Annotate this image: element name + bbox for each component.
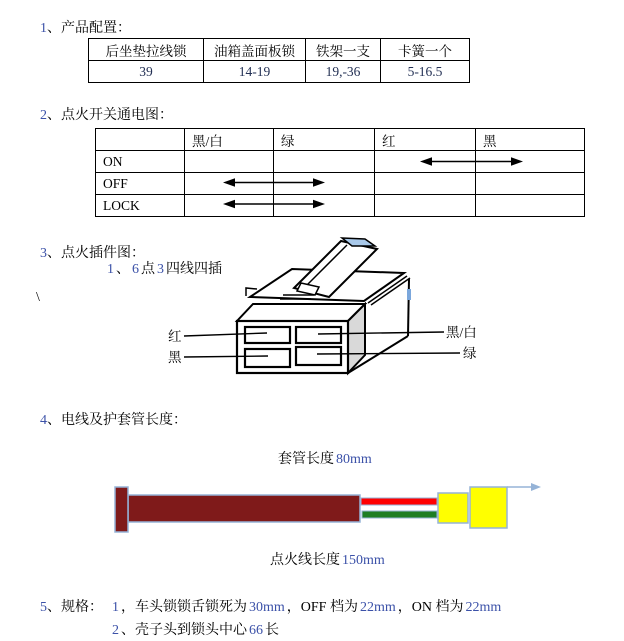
table-row-off bbox=[96, 173, 585, 195]
note-part: 1 bbox=[107, 262, 114, 277]
heading-number: 3 bbox=[40, 246, 47, 261]
spec-line-1 bbox=[110, 596, 503, 616]
spec-part: 1 bbox=[112, 600, 119, 615]
column-header: 油箱盖面板锁 bbox=[204, 39, 306, 61]
column-header: 黑 bbox=[476, 129, 585, 151]
label-text: 套管长度 bbox=[278, 452, 334, 467]
empty-cell bbox=[375, 173, 476, 195]
wire-label-blackwhite: 黑/白 bbox=[446, 325, 477, 340]
column-header: 后坐垫拉线锁 bbox=[89, 39, 204, 61]
table-row-lock bbox=[96, 195, 585, 217]
terminal-block-small bbox=[438, 493, 468, 523]
note-part: 6 bbox=[132, 262, 139, 277]
leader-line-green bbox=[317, 353, 460, 354]
ignition-switch-table-wrap bbox=[95, 128, 584, 215]
sleeve-tube bbox=[128, 495, 360, 522]
empty-cell bbox=[274, 151, 375, 173]
connector-diagram bbox=[150, 236, 490, 396]
heading-text: 、电线及护套管长度： bbox=[47, 413, 187, 428]
spec-part: ，OFF 档为 bbox=[286, 600, 358, 615]
cable-diagram bbox=[100, 470, 550, 540]
empty-cell bbox=[185, 173, 274, 195]
green-wire bbox=[362, 511, 437, 518]
housing-top-face bbox=[237, 304, 365, 321]
spec-part: 、壳子头到锁头中心 bbox=[121, 623, 247, 638]
column-header: 卡簧一个 bbox=[381, 39, 470, 61]
wire-label-green: 绿 bbox=[463, 346, 477, 361]
empty-cell bbox=[375, 151, 476, 173]
spec-part: ，车头锁锁舌锁死为 bbox=[121, 600, 247, 615]
pin-slot bbox=[296, 327, 341, 343]
spec-line-2 bbox=[110, 619, 279, 639]
heading-text: 、点火开关通电图： bbox=[47, 108, 173, 123]
table-row-on bbox=[96, 151, 585, 173]
note-part: 、 bbox=[116, 262, 130, 277]
column-header: 红 bbox=[375, 129, 476, 151]
sleeve-length-label bbox=[278, 448, 374, 468]
wire-label-black: 黑 bbox=[168, 350, 182, 365]
label-value: 150mm bbox=[342, 553, 385, 568]
row-label: ON bbox=[96, 151, 185, 173]
note-part: 3 bbox=[157, 262, 164, 277]
corner-cell bbox=[96, 129, 185, 151]
body-right-edge bbox=[408, 279, 409, 336]
heading-number: 2 bbox=[40, 108, 47, 123]
column-header: 黑/白 bbox=[185, 129, 274, 151]
heading-text: 、规格： bbox=[47, 600, 103, 615]
empty-cell bbox=[185, 195, 274, 217]
table-cell: 39 bbox=[89, 61, 204, 83]
terminal-block-large bbox=[470, 487, 507, 528]
product-config-table bbox=[88, 38, 470, 83]
wire-label-red: 红 bbox=[168, 329, 182, 344]
table-cell: 5-16.5 bbox=[381, 61, 470, 83]
heading-number: 4 bbox=[40, 413, 47, 428]
column-header: 绿 bbox=[274, 129, 375, 151]
empty-cell bbox=[476, 151, 585, 173]
pin-slot bbox=[245, 327, 290, 343]
section-2-heading bbox=[40, 104, 173, 124]
spec-part: ，ON 档为 bbox=[397, 600, 464, 615]
pin-slot bbox=[245, 349, 290, 367]
ignition-wire-length-label bbox=[270, 549, 387, 569]
cable-end-cap bbox=[115, 487, 128, 532]
stray-backslash: \ bbox=[36, 290, 40, 305]
empty-cell bbox=[274, 195, 375, 217]
red-wire bbox=[361, 498, 437, 505]
column-header: 铁架一支 bbox=[306, 39, 381, 61]
table-header-row bbox=[96, 129, 585, 151]
section-4-heading bbox=[40, 409, 187, 429]
spec-part: 长 bbox=[265, 623, 279, 638]
table-header-row bbox=[89, 39, 470, 61]
heading-text: 、产品配置： bbox=[47, 21, 131, 36]
spec-part: 66 bbox=[249, 623, 263, 638]
empty-cell bbox=[185, 151, 274, 173]
heading-number: 5 bbox=[40, 600, 47, 615]
pin-slot bbox=[296, 347, 341, 365]
leader-line-black bbox=[184, 356, 268, 357]
spec-part: 30mm bbox=[249, 600, 285, 615]
empty-cell bbox=[476, 195, 585, 217]
empty-cell bbox=[476, 173, 585, 195]
direction-arrow-head bbox=[531, 483, 541, 491]
label-text: 点火线长度 bbox=[270, 553, 340, 568]
table-cell: 19,-36 bbox=[306, 61, 381, 83]
empty-cell bbox=[274, 173, 375, 195]
table-cell: 14-19 bbox=[204, 61, 306, 83]
empty-cell bbox=[375, 195, 476, 217]
heading-number: 1 bbox=[40, 21, 47, 36]
row-label: OFF bbox=[96, 173, 185, 195]
table-value-row bbox=[89, 61, 470, 83]
ignition-switch-table bbox=[95, 128, 585, 217]
spec-part: 22mm bbox=[465, 600, 502, 615]
heading-text: 、点火插件图： bbox=[47, 246, 145, 261]
label-value: 80mm bbox=[336, 452, 372, 467]
section-1-heading bbox=[40, 17, 131, 37]
note-part: 点 bbox=[141, 262, 155, 277]
spec-part: 2 bbox=[112, 623, 119, 638]
blue-side-mark bbox=[407, 289, 411, 300]
row-label: LOCK bbox=[96, 195, 185, 217]
spec-part: 22mm bbox=[359, 600, 396, 615]
section-5-heading bbox=[40, 596, 103, 616]
note-part: 四线四插 bbox=[166, 262, 222, 277]
